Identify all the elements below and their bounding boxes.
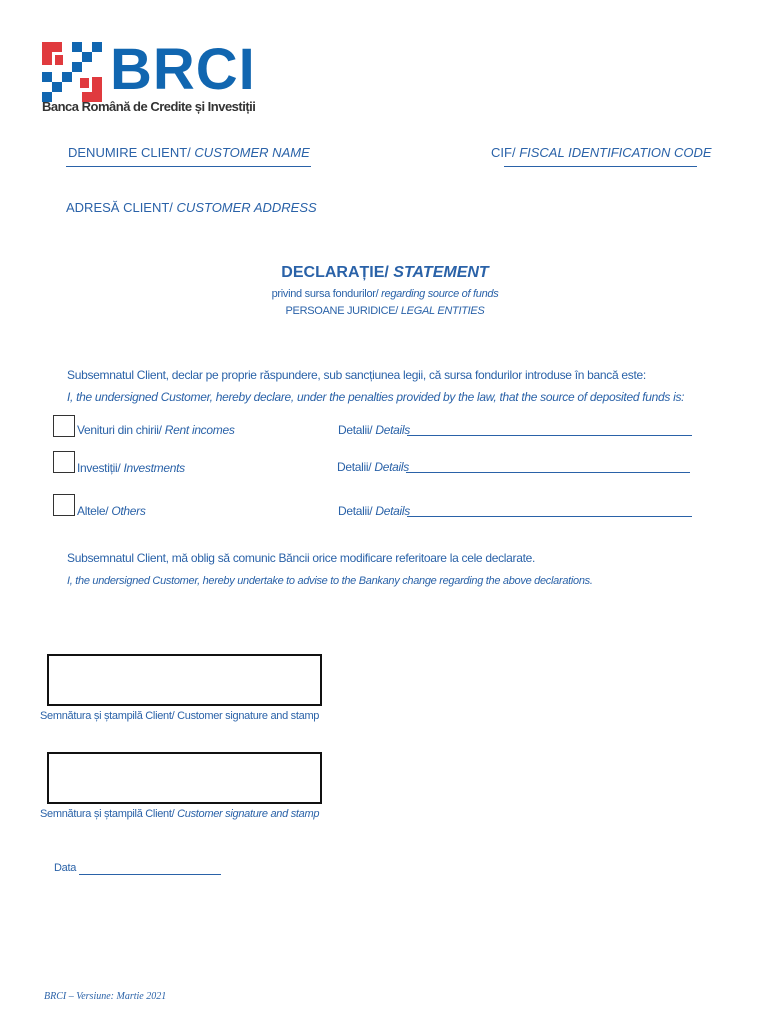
subtitle-en: regarding source of funds [381,288,499,300]
option-label [77,461,185,475]
option-label [77,423,235,437]
label-ro: Detalii/ [338,504,373,518]
details-label [337,460,409,474]
checkbox-others[interactable] [53,494,75,516]
details-field-others[interactable] [407,516,692,517]
label-ro: Detalii/ [338,423,373,437]
title-ro: DECLARAȚIE/ [281,264,389,281]
footer-version: BRCI – Versiune: Martie 2021 [44,991,167,1002]
subtitle-ro: privind sursa fondurilor/ [271,288,379,300]
cif-label [491,145,712,160]
label-en: Investments [123,461,185,475]
label-ro: DENUMIRE CLIENT/ [68,145,191,160]
page-title [0,264,770,282]
logo-text: BRCI [110,37,256,102]
label-ro: Semnătura și ștampilă Client/ [40,808,175,820]
label-en: Details [375,423,410,437]
label-en: FISCAL IDENTIFICATION CODE [519,145,712,160]
title-en: STATEMENT [393,264,489,281]
subtitle-1 [0,288,770,300]
signature-box-1[interactable] [47,654,322,706]
label-ro: ADRESĂ CLIENT/ [66,200,173,215]
undertaking-ro: Subsemnatul Client, mă oblig să comunic Băncii orice modificare referitoare la cele declarate. [67,551,536,565]
label-en: CUSTOMER ADDRESS [176,200,317,215]
customer-name-field[interactable] [66,166,311,167]
signature-label-2 [40,808,319,820]
subtitle-en: LEGAL ENTITIES [400,305,485,317]
label-en: CUSTOMER NAME [194,145,310,160]
cif-field[interactable] [504,166,697,167]
label-en: Rent incomes [164,423,235,437]
label-ro: Investiții/ [77,461,121,475]
label-ro: Detalii/ [337,460,372,474]
date-field[interactable] [79,874,221,875]
details-field-investments[interactable] [406,472,690,473]
label-ro: Altele/ [77,504,109,518]
logo-subtitle: Banca Română de Credite și Investiții [42,99,256,114]
label-ro: Venituri din chirii/ [77,423,162,437]
details-label [338,423,410,437]
signature-label-1: Semnătura și ștampilă Client/ Customer signature and stamp [40,710,320,722]
details-label [338,504,410,518]
logo-mark-icon [42,42,102,102]
checkbox-investments[interactable] [53,451,75,473]
undertaking-en: I, the undersigned Customer, hereby undertake to advise to the Bankany change regarding the above declarations. [67,575,593,587]
checkbox-rent[interactable] [53,415,75,437]
label-en: Details [375,504,410,518]
customer-name-label [68,145,310,160]
address-label [66,200,317,215]
subtitle-ro: PERSOANE JURIDICE/ [285,305,399,317]
date-label: Data [54,862,77,874]
declaration-en: I, the undersigned Customer, hereby declare, under the penalties provided by the law, that the source of deposited funds is: [67,390,685,404]
declaration-ro: Subsemnatul Client, declar pe proprie răspundere, sub sancțiunea legii, că sursa fondurilor introduse în bancă este: [67,368,646,382]
label-ro: CIF/ [491,145,516,160]
subtitle-2 [0,305,770,317]
label-en: Details [374,460,409,474]
details-field-rent[interactable] [407,435,692,436]
option-label [77,504,146,518]
label-en: Others [111,504,146,518]
label-en: Customer signature and stamp [177,808,320,820]
signature-box-2[interactable] [47,752,322,804]
